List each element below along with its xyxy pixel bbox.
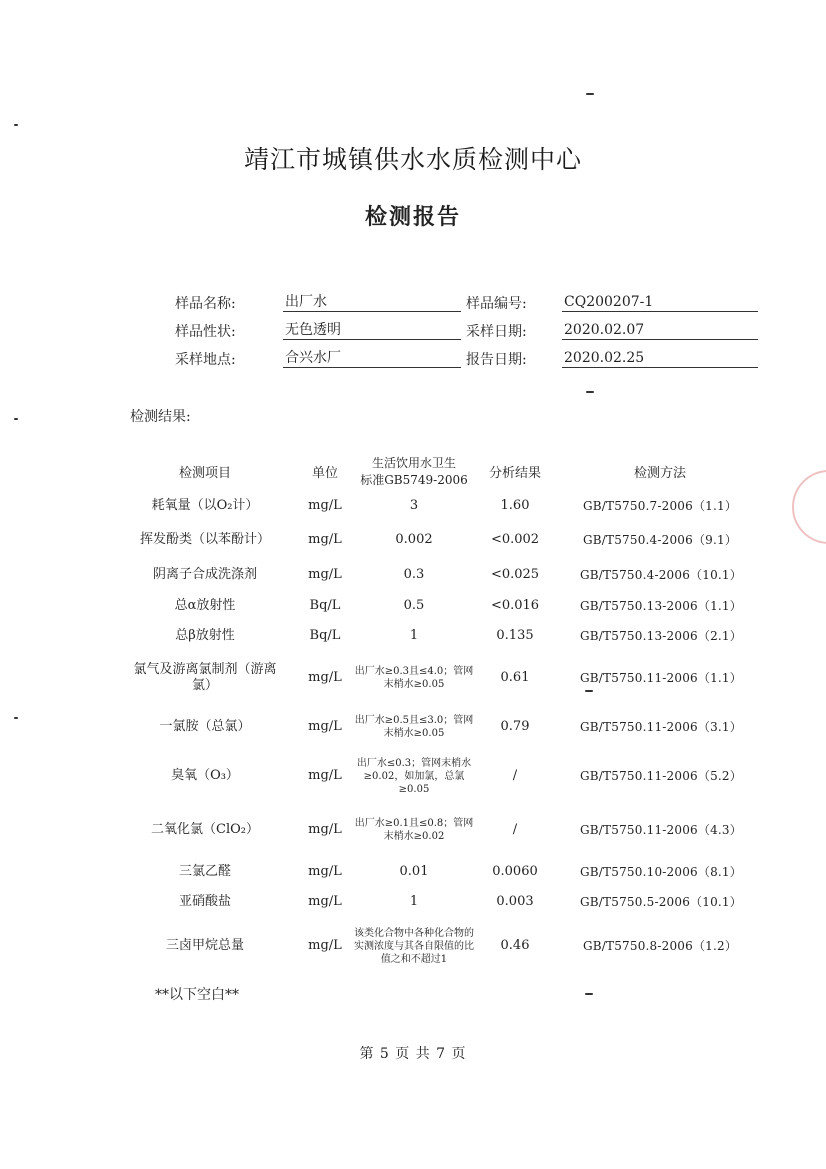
page-footer: 第 5 页 共 7 页 <box>359 1046 467 1062</box>
organization-title: 靖江市城镇供水水质检测中心 <box>243 145 582 174</box>
header-result: 分析结果 <box>488 466 541 481</box>
table-cell-item: 阴离子合成洗涤剂 <box>152 566 257 582</box>
table-cell-item: 总β放射性 <box>175 627 235 643</box>
report-title: 检测报告 <box>364 204 461 230</box>
sample-name-value: 出厂水 <box>283 292 461 312</box>
table-cell-result: 0.46 <box>500 937 530 953</box>
header-method: 检测方法 <box>633 466 686 481</box>
table-cell-unit: mg/L <box>308 863 342 879</box>
table-cell-method: GB/T5750.5-2006（10.1） <box>580 894 742 909</box>
table-cell-unit: mg/L <box>308 669 342 685</box>
sample-number-value: CQ200207-1 <box>562 292 758 312</box>
sample-date-value: 2020.02.07 <box>562 320 758 340</box>
sample-date-label: 采样日期: <box>466 324 527 340</box>
table-cell-item: 亚硝酸盐 <box>178 893 231 909</box>
sample-name-label: 样品名称: <box>175 296 236 312</box>
table-cell-result: <0.002 <box>490 531 540 547</box>
table-cell-standard: 0.01 <box>399 863 429 879</box>
scan-speck <box>585 993 593 995</box>
table-cell-item: 氯气及游离氯制剂（游离氯） <box>133 661 277 693</box>
table-cell-standard: 出厂水≥0.3且≤4.0；管网末梢水≥0.05 <box>354 666 474 690</box>
table-cell-unit: mg/L <box>308 937 342 953</box>
table-cell-method: GB/T5750.10-2006（8.1） <box>580 864 742 879</box>
table-cell-unit: Bq/L <box>309 627 341 643</box>
table-cell-standard: 出厂水≥0.1且≤0.8；管网末梢水≥0.02 <box>354 818 474 842</box>
table-cell-standard: 该类化合物中各种化合物的实测浓度与其各自限值的比值之和不超过1 <box>354 927 474 965</box>
scan-speck <box>14 124 18 126</box>
red-seal-stamp <box>792 470 826 544</box>
table-cell-method: GB/T5750.4-2006（10.1） <box>580 567 742 582</box>
table-cell-item: 挥发酚类（以苯酚计） <box>139 531 270 547</box>
header-unit: 单位 <box>311 466 338 481</box>
table-cell-result: 0.79 <box>500 718 530 734</box>
table-cell-standard: 0.002 <box>395 531 433 547</box>
table-cell-unit: mg/L <box>308 718 342 734</box>
table-cell-result: 0.003 <box>496 893 534 909</box>
table-cell-method: GB/T5750.11-2006（5.2） <box>580 768 742 783</box>
sample-state-label: 样品性状: <box>175 324 236 340</box>
table-cell-item: 臭氧（O₃） <box>171 767 239 783</box>
scan-speck <box>586 391 594 393</box>
table-cell-standard: 1 <box>409 893 419 909</box>
report-date-value: 2020.02.25 <box>562 348 758 368</box>
table-cell-unit: Bq/L <box>309 597 341 613</box>
table-cell-unit: mg/L <box>308 497 342 513</box>
scan-speck <box>14 418 18 420</box>
table-cell-item: 耗氧量（以O₂计） <box>151 497 259 513</box>
table-cell-result: / <box>512 821 518 837</box>
table-cell-item: 三氯乙醛 <box>178 863 231 879</box>
table-cell-result: <0.025 <box>490 566 540 582</box>
table-cell-method: GB/T5750.4-2006（9.1） <box>582 532 738 547</box>
header-item: 检测项目 <box>178 466 231 481</box>
table-cell-method: GB/T5750.11-2006（3.1） <box>580 719 742 734</box>
table-cell-standard: 出厂水≤0.3；管网末梢水≥0.02，如加氯，总氯≥0.05 <box>356 757 472 795</box>
table-cell-result: 0.0060 <box>492 863 538 879</box>
table-cell-result: 0.135 <box>496 627 534 643</box>
sample-location-value: 合兴水厂 <box>283 348 461 368</box>
table-cell-standard: 3 <box>409 497 419 513</box>
table-cell-unit: mg/L <box>308 893 342 909</box>
table-cell-method: GB/T5750.7-2006（1.1） <box>582 498 738 513</box>
table-cell-item: 二氧化氯（ClO₂） <box>151 821 259 837</box>
header-standard-line1: 生活饮用水卫生 <box>371 456 456 470</box>
table-cell-standard: 0.3 <box>403 566 425 582</box>
table-cell-method: GB/T5750.8-2006（1.2） <box>582 938 738 953</box>
sample-state-value: 无色透明 <box>283 320 461 340</box>
table-cell-item: 三卤甲烷总量 <box>165 937 244 953</box>
table-cell-item: 总α放射性 <box>174 597 236 613</box>
scan-speck <box>586 93 594 95</box>
results-label: 检测结果: <box>130 409 191 425</box>
table-cell-unit: mg/L <box>308 531 342 547</box>
table-cell-method: GB/T5750.11-2006（4.3） <box>580 822 742 837</box>
table-cell-result: <0.016 <box>490 597 540 613</box>
report-date-label: 报告日期: <box>466 352 527 368</box>
table-cell-standard: 1 <box>409 627 419 643</box>
scan-speck <box>14 717 18 719</box>
table-cell-item: 一氯胺（总氯） <box>159 718 251 734</box>
table-cell-method: GB/T5750.13-2006（2.1） <box>580 628 742 643</box>
table-cell-unit: mg/L <box>308 767 342 783</box>
header-standard-line2: 标准GB5749-2006 <box>360 473 468 487</box>
table-cell-result: / <box>512 767 518 783</box>
table-cell-method: GB/T5750.13-2006（1.1） <box>580 598 742 613</box>
sample-location-label: 采样地点: <box>175 352 236 368</box>
table-cell-standard: 出厂水≥0.5且≤3.0；管网末梢水≥0.05 <box>354 715 474 739</box>
table-cell-method: GB/T5750.11-2006（1.1） <box>580 670 742 685</box>
table-cell-result: 0.61 <box>500 669 530 685</box>
end-of-table-mark: **以下空白** <box>155 987 239 1003</box>
table-cell-result: 1.60 <box>500 497 530 513</box>
sample-number-label: 样品编号: <box>466 296 527 312</box>
table-cell-unit: mg/L <box>308 566 342 582</box>
scan-speck <box>585 690 593 692</box>
table-cell-standard: 0.5 <box>403 597 425 613</box>
table-cell-unit: mg/L <box>308 821 342 837</box>
